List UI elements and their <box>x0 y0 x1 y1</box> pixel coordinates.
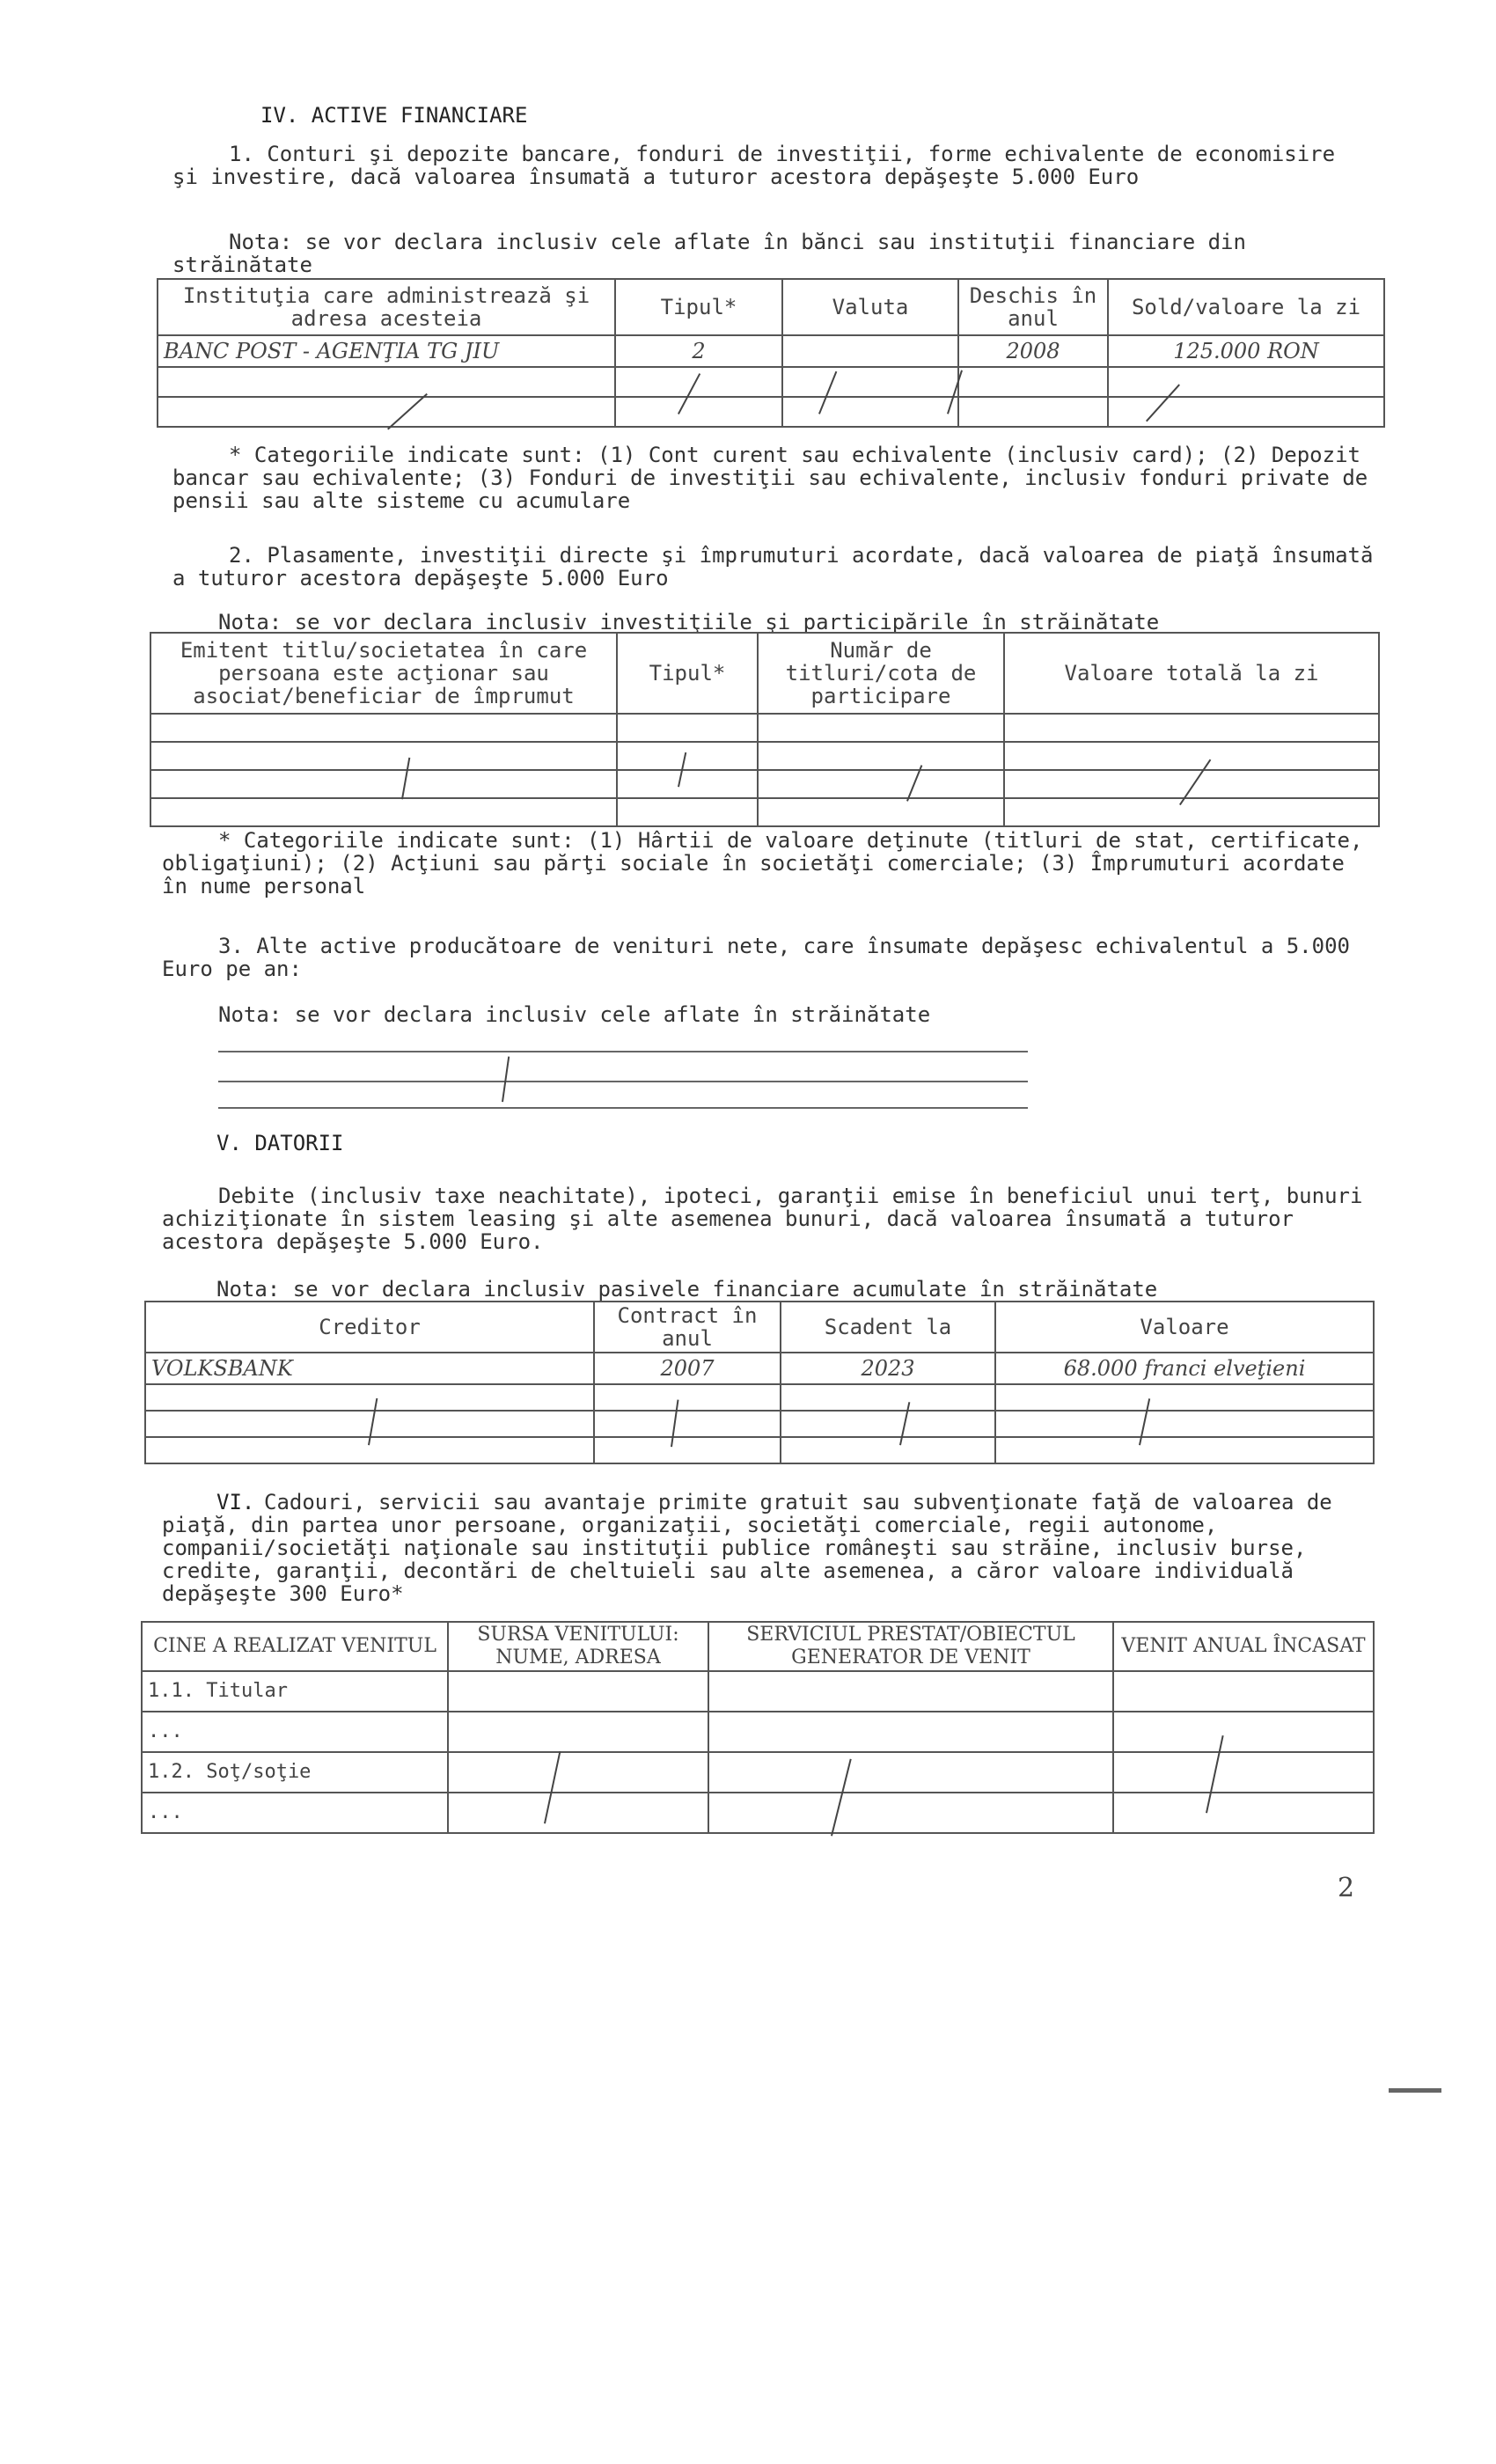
row-label-spouse: 1.2. Soţ/soţie <box>142 1752 448 1793</box>
bank-accounts-table <box>157 278 1385 428</box>
section-iv-item1-text: 1. Conturi şi depozite bancare, fonduri de investiţii, forme echivalente de economisire şi investire, dacă valoarea însumată a tuturor acestora depăşeşte 5.000 Euro <box>172 142 1336 189</box>
col-header-who-earned: CINE A REALIZAT VENITUL <box>142 1622 448 1671</box>
col-header-currency: Valuta <box>782 279 958 335</box>
table-row <box>145 1437 1374 1463</box>
row-label-titular: 1.1. Titular <box>142 1671 448 1712</box>
col-header-shares: Număr de titluri/cota de participare <box>758 633 1004 714</box>
page-number: 2 <box>1338 1873 1355 1903</box>
col-header-institution: Instituţia care administrează şi adresa acesteia <box>158 279 615 335</box>
section-iv-item2-text: 2. Plasamente, investiţii directe şi împrumuturi acordate, dacă valoarea de piaţă însumată a tuturor acestora depăşeşte 5.000 Euro <box>172 543 1374 590</box>
table-row <box>158 335 1384 367</box>
scan-mark <box>1389 2088 1441 2093</box>
handwritten-type: 2 <box>615 335 782 367</box>
col-header-due: Scadent la <box>781 1302 995 1353</box>
row-label-ellipsis: ... <box>142 1712 448 1752</box>
table-row <box>145 1353 1374 1384</box>
col-header-balance: Sold/valoare la zi <box>1108 279 1384 335</box>
table-row <box>150 714 1379 742</box>
handwritten-bank-name: BANC POST - AGENŢIA TG JIU <box>158 335 615 367</box>
section-iv-item2-note: Nota: se vor declara inclusiv investiţiile şi participările în străinătate <box>218 610 1160 634</box>
section-v-title: V. DATORII <box>216 1131 344 1155</box>
table-row <box>150 742 1379 770</box>
col-header-annual-income: VENIT ANUAL ÎNCASAT <box>1113 1622 1374 1671</box>
debts-table <box>144 1301 1375 1464</box>
table-row <box>142 1752 1374 1793</box>
handwritten-creditor: VOLKSBANK <box>145 1353 594 1384</box>
row-label-ellipsis: ... <box>142 1793 448 1833</box>
gifts-table <box>141 1621 1375 1834</box>
col-header-opened-year: Deschis în anul <box>958 279 1108 335</box>
section-v-text: Debite (inclusiv taxe neachitate), ipoteci, garanţii emise în beneficiul unui terţ, bunuri achiziţionate în sistem leasing şi alte asemenea bunuri, dacă valoarea însumată a tuturor acestora depăşeşte 5.000 Euro. <box>162 1184 1363 1254</box>
section-v-note: Nota: se vor declara inclusiv pasivele financiare acumulate în străinătate <box>216 1277 1158 1302</box>
col-header-type: Tipul* <box>617 633 758 714</box>
blank-line <box>218 1081 1028 1082</box>
table-row <box>145 1384 1374 1411</box>
section-iv-item3-text: 3. Alte active producătoare de venituri nete, care însumate depăşesc echivalentul a 5.000 Euro pe an: <box>162 934 1350 981</box>
table-row <box>150 798 1379 826</box>
section-iv-title: IV. ACTIVE FINANCIARE <box>260 103 528 128</box>
col-header-contract-year: Contract în anul <box>594 1302 781 1353</box>
blank-line <box>218 1107 1028 1109</box>
handwritten-balance: 125.000 RON <box>1108 335 1384 367</box>
handwritten-currency <box>782 335 958 367</box>
table-row <box>142 1712 1374 1752</box>
categories-note-2: * Categoriile indicate sunt: (1) Hârtii de valoare deţinute (titluri de stat, certificate, obligaţiuni); (2) Acţiuni sau părţi sociale în societăţi comerciale; (3) Împrumuturi acordate în nume personal <box>162 828 1363 898</box>
col-header-total-value: Valoare totală la zi <box>1004 633 1379 714</box>
section-iv-item1-note: Nota: se vor declara inclusiv cele aflate în bănci sau instituţii financiare din străinătate <box>172 230 1246 277</box>
section-iv-item3-note: Nota: se vor declara inclusiv cele aflate în străinătate <box>218 1002 931 1027</box>
handwritten-due-year: 2023 <box>781 1353 995 1384</box>
col-header-issuer: Emitent titlu/societatea în care persoana este acţionar sau asociat/beneficiar de împrumut <box>150 633 617 714</box>
col-header-creditor: Creditor <box>145 1302 594 1353</box>
section-vi-title: VI. <box>216 1490 255 1514</box>
section-vi-text: Cadouri, servicii sau avantaje primite gratuit sau subvenţionate faţă de valoarea de piaţă, din partea unor persoane, organizaţii, societăţi comerciale, regii autonome, companii/societăţi naţionale sau instituţii publice româneşti sau străine, inclusiv burse, credite, garanţii, decontări de cheltuieli sau alte asemenea, a căror valoare individuală depăşeşte 300 Euro* <box>162 1490 1332 1606</box>
handwritten-debt-value: 68.000 franci elveţieni <box>995 1353 1374 1384</box>
handwritten-year: 2008 <box>958 335 1108 367</box>
table-row <box>158 367 1384 397</box>
table-row <box>145 1411 1374 1437</box>
table-row <box>142 1793 1374 1833</box>
col-header-income-source: SURSA VENITULUI: NUME, ADRESA <box>448 1622 708 1671</box>
handwritten-contract-year: 2007 <box>594 1353 781 1384</box>
table-row <box>158 397 1384 427</box>
cancel-slash <box>502 1057 510 1103</box>
col-header-value: Valoare <box>995 1302 1374 1353</box>
col-header-type: Tipul* <box>615 279 782 335</box>
table-row <box>142 1671 1374 1712</box>
investments-table <box>150 632 1380 827</box>
col-header-service: SERVICIUL PRESTAT/OBIECTUL GENERATOR DE VENIT <box>708 1622 1113 1671</box>
blank-line <box>218 1051 1028 1052</box>
categories-note-1: * Categoriile indicate sunt: (1) Cont curent sau echivalente (inclusiv card); (2) Depozit bancar sau echivalente; (3) Fonduri de investiţii sau echivalente, inclusiv fonduri private de pensii sau alte sisteme cu acumulare <box>172 443 1368 513</box>
